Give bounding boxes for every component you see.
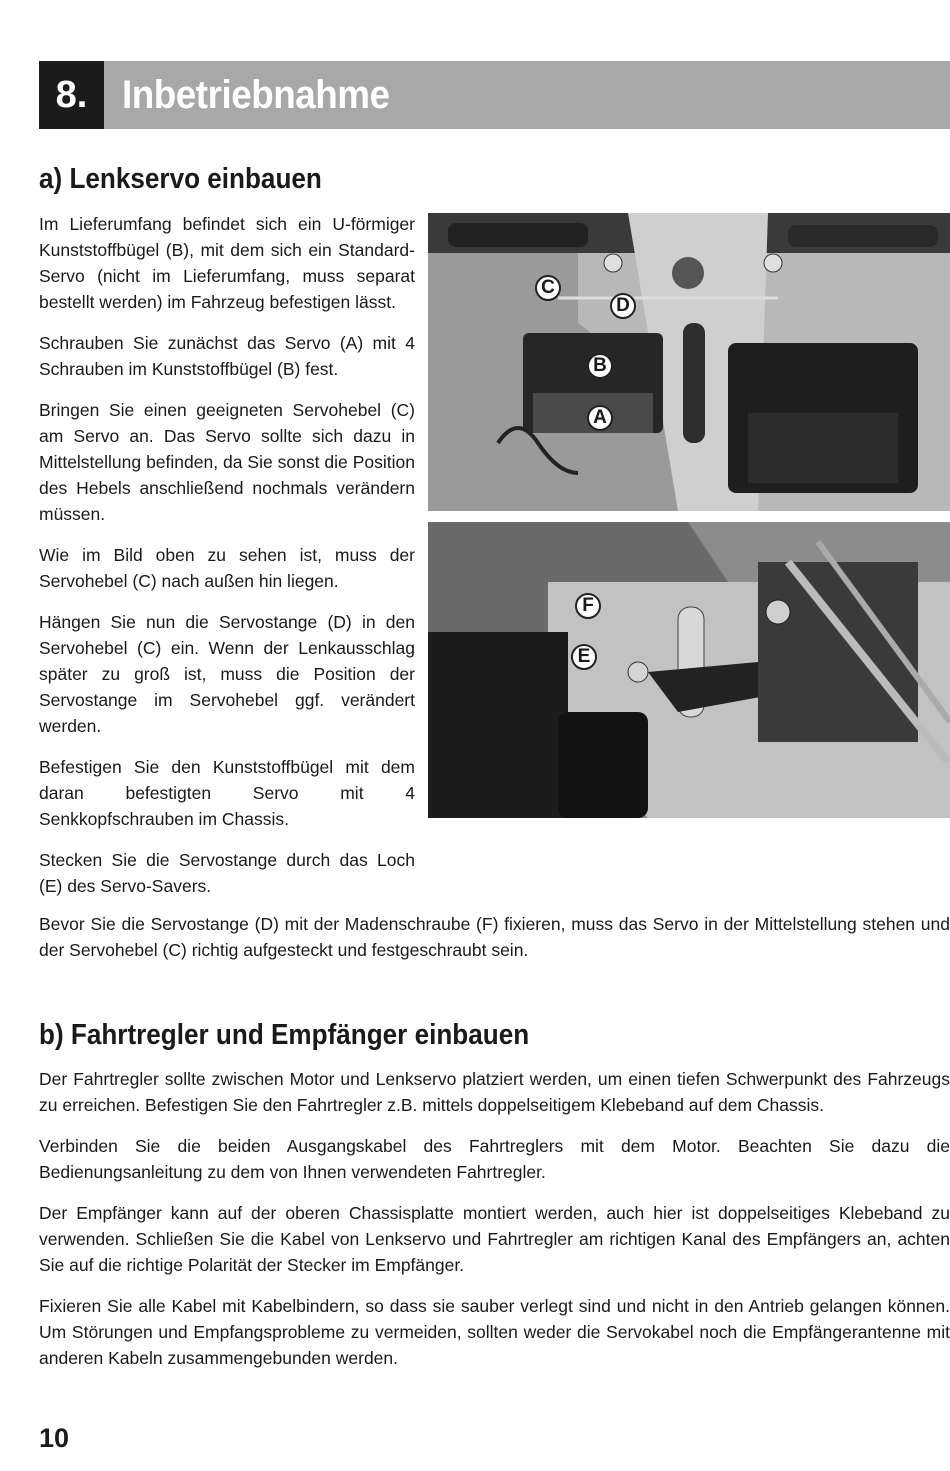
label-d: D [610, 293, 636, 319]
paragraph: Fixieren Sie alle Kabel mit Kabelbindern, so dass sie sauber verlegt sind und nicht in den Antrieb gelangen können. Um Störungen und Empfangsprobleme zu vermeiden, sollten weder die Servokabel noch die Empfängerantenne mit anderen Kabeln zusammengebunden werden. [39, 1296, 950, 1368]
paragraph: Befestigen Sie den Kunststoffbügel mit dem daran befestigten Servo mit 4 Senkkopfschrauben im Chassis. [39, 757, 415, 829]
servo-saver-photo [428, 522, 950, 818]
paragraph: Bringen Sie einen geeigneten Servohebel (C) am Servo an. Das Servo sollte sich dazu in Mittelstellung befinden, da Sie sonst die Position des Hebels anschließend nochmals verändern müssen. [39, 400, 415, 524]
paragraph: Verbinden Sie die beiden Ausgangskabel des Fahrtreglers mit dem Motor. Beachten Sie dazu die Bedienungsanleitung zu dem von Ihnen verwendeten Fahrtregler. [39, 1136, 950, 1182]
label-e: E [571, 644, 597, 670]
section-a-text [39, 211, 415, 914]
section-b-text [39, 1066, 950, 1386]
label-c: C [535, 275, 561, 301]
paragraph: Schrauben Sie zunächst das Servo (A) mit 4 Schrauben im Kunststoffbügel (B) fest. [39, 333, 415, 379]
servo-photo-image [428, 213, 950, 511]
chapter-number: 8. [39, 61, 104, 129]
paragraph: Bevor Sie die Servostange (D) mit der Madenschraube (F) fixieren, muss das Servo in der Mittelstellung stehen und der Servohebel (C) richtig aufgesteckt und festgeschraubt sein. [39, 914, 950, 960]
section-b-heading: b) Fahrtregler und Empfänger einbauen [39, 1019, 530, 1051]
paragraph: Hängen Sie nun die Servostange (D) in den Servohebel (C) ein. Wenn der Lenkausschlag später zu groß ist, muss die Position der Servostange im Servohebel ggf. verändert werden. [39, 612, 415, 736]
label-a: A [587, 405, 613, 431]
label-b: B [587, 353, 613, 379]
paragraph: Stecken Sie die Servostange durch das Loch (E) des Servo-Savers. [39, 850, 415, 896]
section-a-full-text [39, 911, 950, 978]
paragraph: Wie im Bild oben zu sehen ist, muss der Servohebel (C) nach außen hin liegen. [39, 545, 415, 591]
paragraph: Der Fahrtregler sollte zwischen Motor und Lenkservo platziert werden, um einen tiefen Schwerpunkt des Fahrzeugs zu erreichen. Befestigen Sie den Fahrtregler z.B. mittels doppelseitigem Klebeband auf dem Chassis. [39, 1069, 950, 1115]
chapter-header [39, 61, 950, 129]
servo-photo [428, 213, 950, 511]
page-number: 10 [39, 1423, 70, 1453]
label-f: F [575, 593, 601, 619]
paragraph: Der Empfänger kann auf der oberen Chassisplatte montiert werden, auch hier ist doppelseitiges Klebeband zu verwenden. Schließen Sie die Kabel von Lenkservo und Fahrtregler am richtigen Kanal des Empfängers an, achten Sie auf die richtige Polarität der Stecker im Empfänger. [39, 1203, 950, 1275]
chapter-title: Inbetriebnahme [122, 72, 390, 117]
servo-saver-photo-image [428, 522, 950, 818]
paragraph: Im Lieferumfang befindet sich ein U-förmiger Kunststoffbügel (B), mit dem sich ein Standard-Servo (nicht im Lieferumfang, muss separat bestellt werden) im Fahrzeug befestigen lässt. [39, 214, 415, 312]
section-a-heading: a) Lenkservo einbauen [39, 163, 322, 195]
